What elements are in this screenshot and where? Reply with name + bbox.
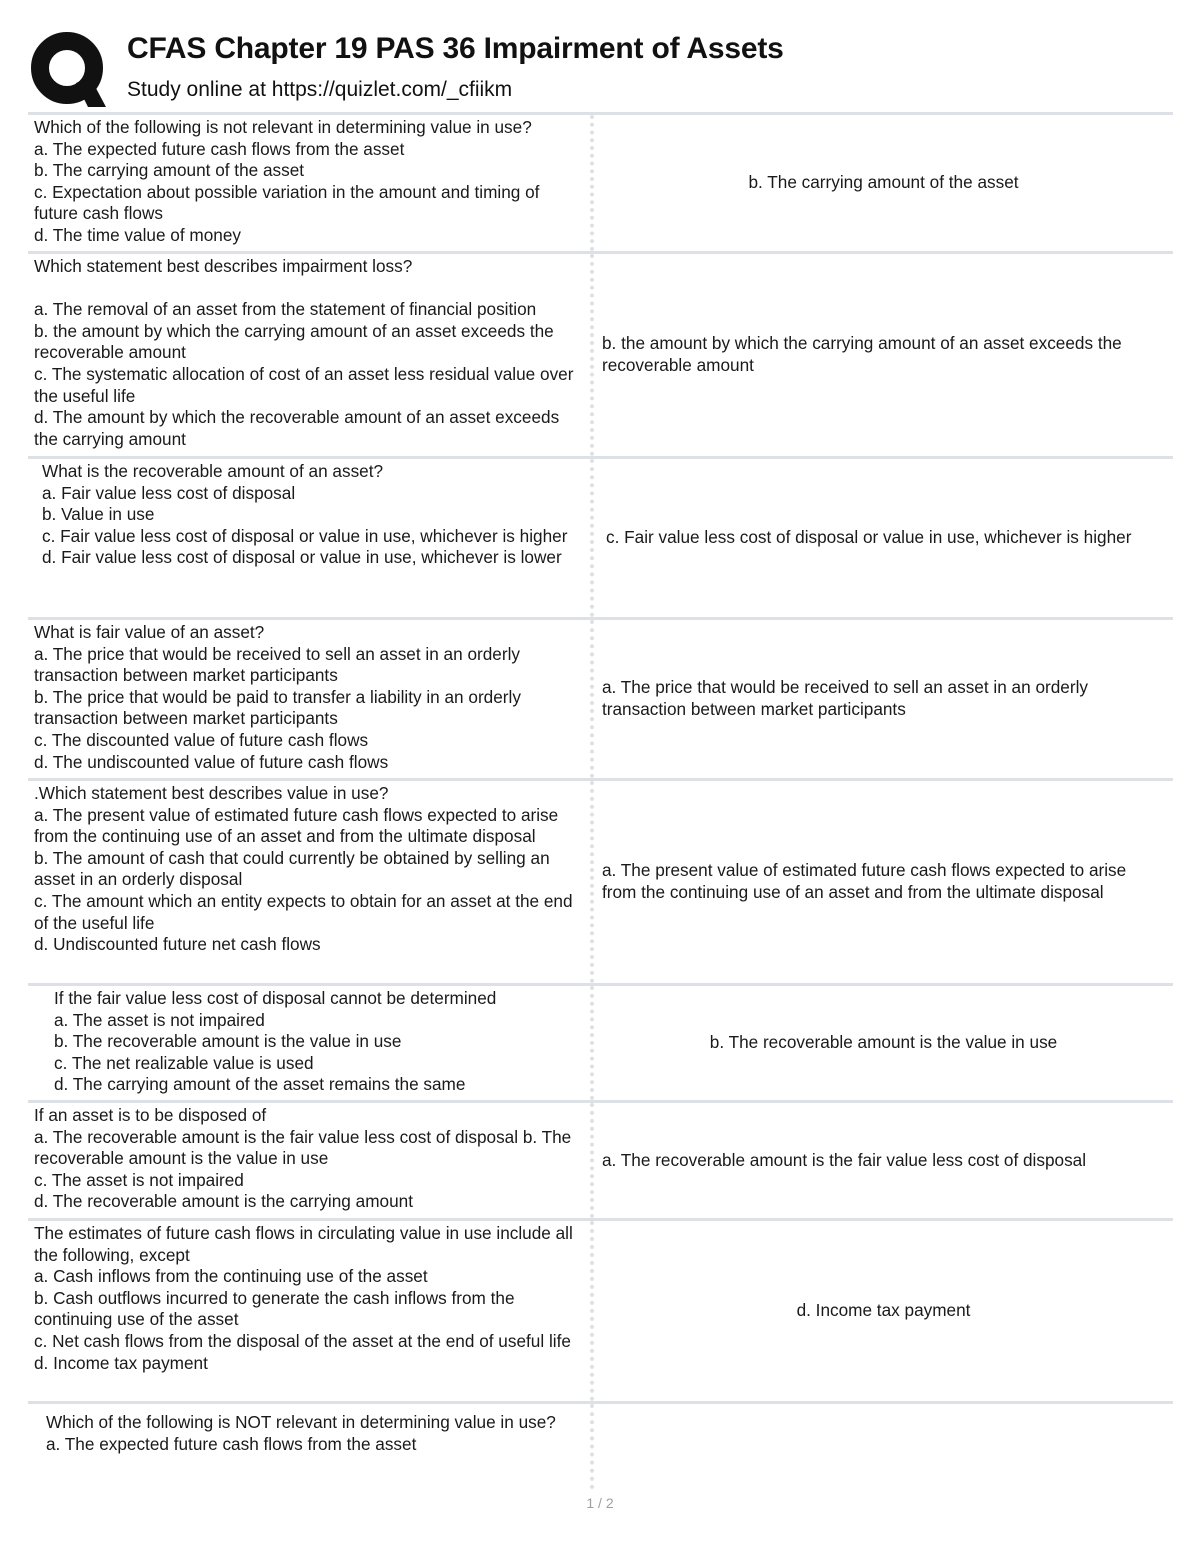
card-term: If an asset is to be disposed of a. The recoverable amount is the fair value less cost of disposal b. The recoverable amount is the value in use c. The asset is not impaired d. The recoverable amount is the carrying amount [28, 1103, 594, 1218]
study-link[interactable]: Study online at https://quizlet.com/_cfiikm [127, 78, 513, 101]
flashcard-3 [28, 456, 1173, 617]
card-definition: a. The price that would be received to sell an asset in an orderly transaction between market participants [602, 677, 1093, 719]
flashcard-2 [28, 251, 1173, 456]
card-definition: a. The present value of estimated future cash flows expected to arise from the continuing use of an asset and from the ultimate disposal [602, 860, 1131, 902]
card-definition: b. The carrying amount of the asset [748, 172, 1019, 193]
flashcard-6 [28, 983, 1173, 1100]
card-term: Which of the following is NOT relevant in determining value in use? a. The expected future cash flows from the asset [28, 1404, 594, 1489]
quizlet-logo-icon [30, 31, 106, 107]
card-definition: a. The recoverable amount is the fair value less cost of disposal [602, 1149, 1087, 1170]
card-definition: b. the amount by which the carrying amount of an asset exceeds the recoverable amount [602, 333, 1127, 375]
flashcard-list [28, 112, 1173, 1489]
card-term: What is fair value of an asset? a. The price that would be received to sell an asset in an orderly transaction between market participants b. The price that would be paid to transfer a liability in an orderly transaction between market participants c. The discounted value of future cash flows d. The undiscounted value of future cash flows [28, 620, 594, 778]
flashcard-9 [28, 1401, 1173, 1489]
card-term: Which statement best describes impairment loss? a. The removal of an asset from the statement of financial position b. the amount by which the carrying amount of an asset exceeds the recoverable amount c. The systematic allocation of cost of an asset less residual value over the useful life d. The amount by which the recoverable amount of an asset exceeds the carrying amount [28, 254, 594, 456]
card-definition: c. Fair value less cost of disposal or value in use, whichever is higher [606, 527, 1132, 548]
card-definition: b. The recoverable amount is the value in use [709, 1032, 1058, 1053]
flashcard-7 [28, 1100, 1173, 1218]
card-term: The estimates of future cash flows in circulating value in use include all the following, except a. Cash inflows from the continuing use of the asset b. Cash outflows incurred to generate the cash inflows from the continuing use of the asset c. Net cash flows from the disposal of the asset at the end of useful life d. Income tax payment [28, 1221, 594, 1401]
page-number: 1 / 2 [586, 1495, 614, 1511]
flashcard-8 [28, 1218, 1173, 1401]
card-term: .Which statement best describes value in use? a. The present value of estimated future cash flows expected to arise from the continuing use of an asset and from the ultimate disposal b. The amount of cash that could currently be obtained by selling an asset in an orderly disposal c. The amount which an entity expects to obtain for an asset at the end of the useful life d. Undiscounted future net cash flows [28, 781, 594, 983]
page-title: CFAS Chapter 19 PAS 36 Impairment of Assets [127, 32, 784, 65]
flashcard-1 [28, 112, 1173, 251]
flashcard-5 [28, 778, 1173, 983]
card-definition [594, 1404, 1173, 1489]
card-term: Which of the following is not relevant in determining value in use? a. The expected future cash flows from the asset b. The carrying amount of the asset c. Expectation about possible variation in the amount and timing of future cash flows d. The time value of money [28, 115, 594, 251]
card-term: What is the recoverable amount of an asset? a. Fair value less cost of disposal b. Value in use c. Fair value less cost of disposal or value in use, whichever is higher d. Fair value less cost of disposal or value in use, whichever is lower [28, 459, 594, 617]
flashcard-4 [28, 617, 1173, 778]
card-definition: d. Income tax payment [796, 1300, 971, 1321]
card-term: If the fair value less cost of disposal cannot be determined a. The asset is not impaired b. The recoverable amount is the value in use c. The net realizable value is used d. The carrying amount of the asset remains the same [28, 986, 594, 1100]
page-header [0, 0, 1200, 112]
